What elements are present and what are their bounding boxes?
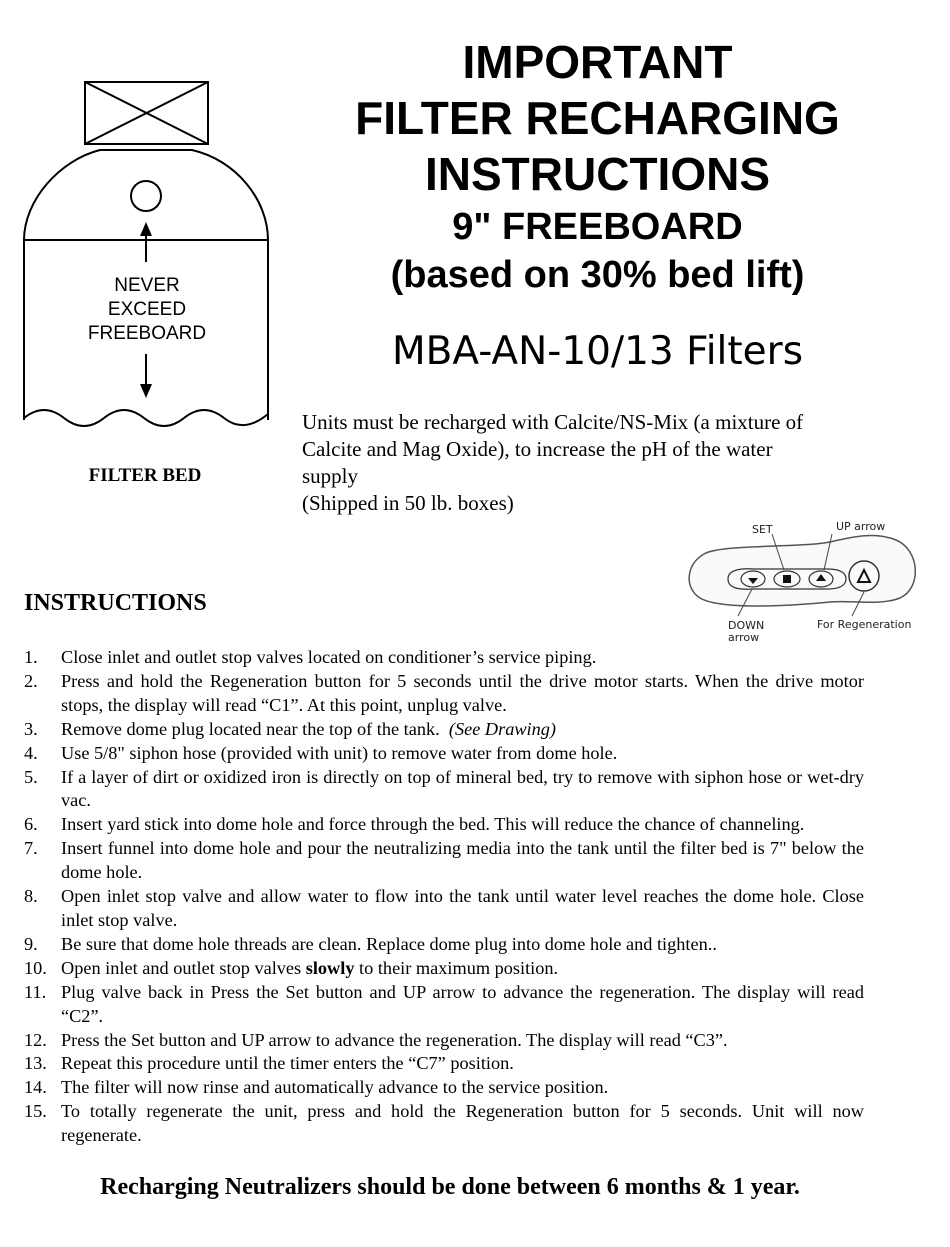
up-arrowhead xyxy=(140,222,152,236)
instruction-step xyxy=(24,1029,864,1053)
instruction-step xyxy=(24,1100,864,1148)
step-text: Use 5/8" siphon hose (provided with unit) to remove water from dome hole. xyxy=(61,742,618,763)
step-text: Press and hold the Regeneration button for 5 seconds until the drive motor starts. When the drive motor stops, the display will read “C1”. At this point, unplug valve. xyxy=(61,670,864,715)
instruction-step xyxy=(24,957,864,981)
step-text: If a layer of dirt or oxidized iron is directly on top of mineral bed, try to remove with siphon hose or wet-dry vac. xyxy=(61,766,864,811)
step-number: 4. xyxy=(24,742,38,763)
step-text: Open inlet stop valve and allow water to flow into the tank until water level reaches the dome hole. Close inlet stop valve. xyxy=(61,886,864,930)
step-number: 3. xyxy=(24,718,38,739)
step-number: 11. xyxy=(24,981,47,1002)
step-number: 8. xyxy=(24,886,38,907)
model-name: MBA-AN-10/13 Filters xyxy=(391,329,804,374)
instruction-step xyxy=(24,1052,864,1076)
tank-diagram xyxy=(0,0,300,470)
set-label: SET xyxy=(752,523,773,536)
instructions-heading: INSTRUCTIONS xyxy=(24,590,207,616)
step-text-bold: slowly xyxy=(305,957,355,978)
intro-line: Calcite and Mag Oxide), to increase the pH of the water xyxy=(302,437,773,461)
instruction-step xyxy=(24,1076,864,1100)
step-number: 15. xyxy=(24,1101,47,1122)
step-number: 5. xyxy=(24,766,38,787)
step-number: 12. xyxy=(24,1029,47,1050)
step-text: Remove dome plug located near the top of the tank. xyxy=(61,718,440,739)
filter-bed-surface xyxy=(24,410,268,426)
dome-hole xyxy=(131,181,161,211)
title-instructions: INSTRUCTIONS xyxy=(425,148,770,200)
filter-bed-caption: FILTER BED xyxy=(88,465,202,486)
step-number: 1. xyxy=(24,647,38,667)
step-number: 9. xyxy=(24,933,38,954)
instruction-step xyxy=(24,646,864,670)
step-text: Press the Set button and UP arrow to advance the regeneration. The display will read “C3”. xyxy=(61,1029,728,1050)
footer-note: Recharging Neutralizers should be done between 6 months & 1 year. xyxy=(100,1174,800,1200)
step-text: The filter will now rinse and automatically advance to the service position. xyxy=(61,1077,609,1098)
instruction-step xyxy=(24,981,864,1029)
intro-line: Units must be recharged with Calcite/NS-Mix (a mixture of xyxy=(302,410,804,434)
intro-paragraph xyxy=(302,409,902,517)
intro-line: (Shipped in 50 lb. boxes) xyxy=(302,491,514,515)
step-text: Be sure that dome hole threads are clean. Replace dome plug into dome hole and tighten.. xyxy=(61,933,717,954)
step-text: To totally regenerate the unit, press and hold the Regeneration button for 5 seconds. Unit will now regenerate. xyxy=(61,1101,864,1146)
never-exceed-label: NEVER EXCEED FREEBOARD xyxy=(87,275,207,344)
step-text: Insert funnel into dome hole and pour the neutralizing media into the tank until the filter bed is 7" below the dome hole. xyxy=(61,838,864,883)
step-number: 14. xyxy=(24,1077,47,1098)
title-important: IMPORTANT xyxy=(462,36,733,88)
down-label-line: DOWN xyxy=(728,619,765,632)
title-filter-recharging: FILTER RECHARGING xyxy=(355,92,840,144)
step-text: Insert yard stick into dome hole and force through the bed. This will reduce the chance of channeling. xyxy=(61,814,805,835)
step-number: 13. xyxy=(24,1053,47,1074)
step-text: Open inlet and outlet stop valves xyxy=(61,957,306,978)
title-bed-lift: (based on 30% bed lift) xyxy=(390,254,805,296)
instruction-step xyxy=(24,813,864,837)
intro-line: supply xyxy=(302,464,359,488)
down-arrowhead xyxy=(140,384,152,398)
step-text: Close inlet and outlet stop valves located on conditioner’s service piping. xyxy=(61,647,597,667)
step-number: 10. xyxy=(24,957,47,978)
regeneration-label: For Regeneration xyxy=(817,618,912,631)
step-text: to their maximum position. xyxy=(354,957,559,978)
step-number: 2. xyxy=(24,670,38,691)
step-number: 6. xyxy=(24,814,38,835)
instruction-step xyxy=(24,718,864,742)
instruction-step xyxy=(24,885,864,933)
instruction-step xyxy=(24,837,864,885)
down-label-line: arrow xyxy=(728,631,760,644)
step-text: Plug valve back in Press the Set button and UP arrow to advance the regeneration. The display will read “C2”. xyxy=(61,981,864,1026)
step-text: Repeat this procedure until the timer enters the “C7” position. xyxy=(61,1053,514,1074)
instruction-step xyxy=(24,766,864,814)
instruction-step xyxy=(24,933,864,957)
title-freeboard: 9" FREEBOARD xyxy=(452,206,743,248)
set-square-icon xyxy=(783,575,791,583)
down-arrow-label xyxy=(728,620,764,644)
instructions-list xyxy=(24,646,864,1148)
up-arrow-label: UP arrow xyxy=(836,520,886,533)
see-drawing-note: (See Drawing) xyxy=(448,718,556,739)
instruction-step xyxy=(24,742,864,766)
step-number: 7. xyxy=(24,838,38,859)
instruction-step xyxy=(24,670,864,718)
panel-body xyxy=(689,536,915,606)
